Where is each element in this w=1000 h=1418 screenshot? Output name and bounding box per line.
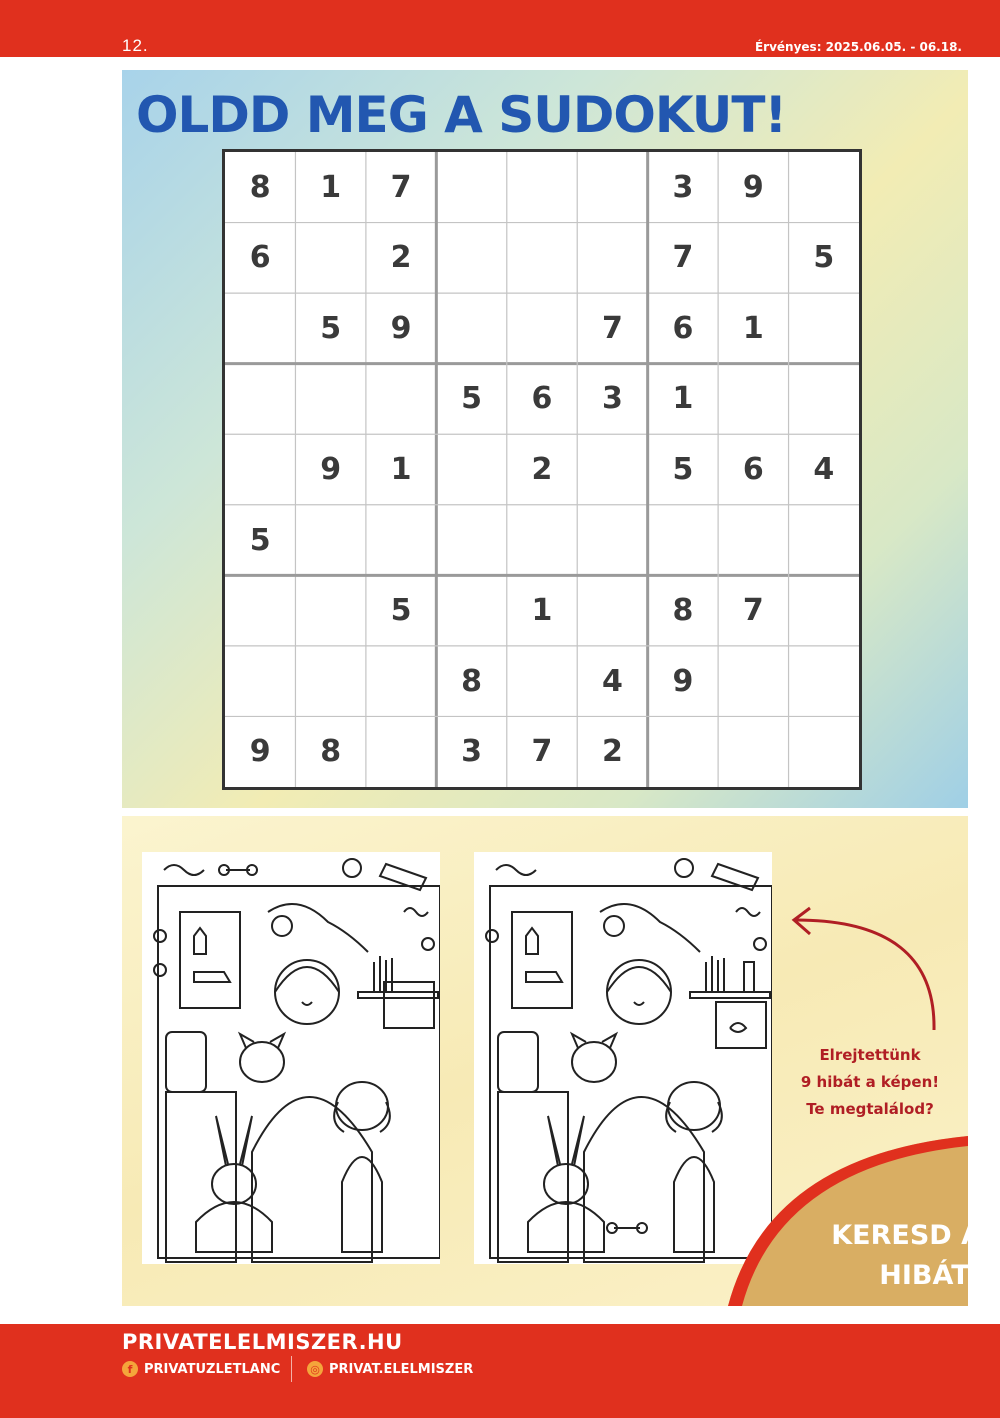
sudoku-cell[interactable]: 7: [531, 734, 553, 770]
facebook-link[interactable]: [122, 1361, 280, 1377]
sudoku-cell[interactable]: [507, 646, 577, 717]
sudoku-cell[interactable]: [718, 223, 788, 294]
vet-scene-left: [142, 852, 440, 1264]
sudoku-cell[interactable]: 5: [672, 451, 694, 487]
sudoku-cell[interactable]: 8: [461, 663, 482, 699]
sudoku-cell[interactable]: 2: [390, 240, 412, 276]
sudoku-cell[interactable]: 5: [320, 310, 342, 346]
sudoku-cell[interactable]: 1: [320, 169, 342, 205]
sudoku-cell[interactable]: 5: [813, 240, 835, 276]
sudoku-cell[interactable]: 5: [249, 522, 271, 558]
sudoku-cell[interactable]: [507, 152, 577, 223]
sudoku-cell[interactable]: [577, 505, 647, 576]
sudoku-cell[interactable]: [366, 505, 436, 576]
badge-line-2: HIBÁT!: [879, 1260, 982, 1291]
sudoku-cell[interactable]: [507, 505, 577, 576]
sudoku-cell[interactable]: [789, 716, 859, 787]
sudoku-grid-wrapper: [222, 149, 862, 790]
sudoku-cell[interactable]: 1: [531, 593, 553, 629]
sudoku-cell[interactable]: [577, 434, 647, 505]
sudoku-cell[interactable]: 8: [249, 169, 271, 205]
sudoku-cell[interactable]: 7: [742, 593, 764, 629]
sudoku-cell[interactable]: [436, 152, 506, 223]
sudoku-cell[interactable]: 3: [672, 169, 694, 205]
sudoku-cell[interactable]: 6: [672, 310, 694, 346]
sudoku-cell[interactable]: [436, 434, 506, 505]
sudoku-cell[interactable]: 6: [531, 381, 553, 417]
sudoku-cell[interactable]: [648, 716, 718, 787]
sudoku-cell[interactable]: [295, 575, 365, 646]
sudoku-cell[interactable]: [507, 293, 577, 364]
sudoku-cell[interactable]: 5: [461, 381, 482, 417]
sudoku-cell[interactable]: 7: [390, 169, 412, 205]
sudoku-cell[interactable]: [718, 505, 788, 576]
sudoku-cell[interactable]: [295, 646, 365, 717]
sudoku-cell[interactable]: 6: [249, 240, 271, 276]
sudoku-cell[interactable]: [436, 505, 506, 576]
sudoku-cell[interactable]: 9: [249, 734, 271, 770]
sudoku-cell[interactable]: [577, 575, 647, 646]
sudoku-cell[interactable]: 6: [742, 451, 764, 487]
sudoku-cell[interactable]: [577, 152, 647, 223]
sudoku-cell[interactable]: [789, 152, 859, 223]
sudoku-cell[interactable]: [225, 293, 295, 364]
sudoku-cell[interactable]: 3: [602, 381, 623, 417]
sudoku-cell[interactable]: 9: [742, 169, 764, 205]
website-link[interactable]: PRIVATELELMISZER.HU: [122, 1330, 403, 1354]
sudoku-cell[interactable]: [789, 575, 859, 646]
sudoku-cell[interactable]: [577, 223, 647, 294]
sudoku-cell[interactable]: 1: [672, 381, 694, 417]
badge-line-1: KERESD A: [831, 1220, 982, 1251]
sudoku-cell[interactable]: [295, 223, 365, 294]
sudoku-cell[interactable]: [225, 575, 295, 646]
validity-dates: Érvényes: 2025.06.05. - 06.18.: [754, 40, 962, 54]
vet-coloring-picture-original: [142, 852, 440, 1264]
sudoku-cell[interactable]: [718, 364, 788, 435]
sudoku-cell[interactable]: 9: [320, 451, 342, 487]
keresd-badge-text: [831, 1216, 982, 1296]
instagram-link[interactable]: [307, 1361, 473, 1377]
sudoku-cell[interactable]: 4: [602, 663, 623, 699]
curved-arrow-icon: [786, 900, 946, 1040]
instagram-icon: ◎: [307, 1361, 323, 1377]
sudoku-cell[interactable]: 9: [672, 663, 694, 699]
sudoku-title: OLDD MEG A SUDOKUT!: [136, 86, 787, 144]
sudoku-cell[interactable]: [436, 575, 506, 646]
sudoku-cell[interactable]: 7: [602, 310, 623, 346]
hint-line-3: Te megtalálod?: [806, 1100, 934, 1118]
sudoku-cell[interactable]: [225, 364, 295, 435]
sudoku-cell[interactable]: 5: [390, 593, 412, 629]
sudoku-cell[interactable]: 8: [672, 593, 694, 629]
sudoku-cell[interactable]: 3: [461, 734, 482, 770]
facebook-icon: f: [122, 1361, 138, 1377]
sudoku-cell[interactable]: 4: [813, 451, 835, 487]
sudoku-grid: [222, 149, 862, 790]
sudoku-cell[interactable]: 2: [602, 734, 623, 770]
sudoku-cell[interactable]: 1: [390, 451, 412, 487]
sudoku-cell[interactable]: [295, 364, 365, 435]
sudoku-cell[interactable]: [789, 293, 859, 364]
sudoku-cell[interactable]: [225, 434, 295, 505]
sudoku-cell[interactable]: [718, 716, 788, 787]
page-number: 12.: [122, 36, 149, 55]
sudoku-cell[interactable]: [789, 364, 859, 435]
instagram-handle: PRIVAT.ELELMISZER: [329, 1361, 474, 1377]
hint-line-2: 9 hibát a képen!: [800, 1073, 940, 1091]
sudoku-cell[interactable]: [366, 716, 436, 787]
sudoku-cell[interactable]: [507, 223, 577, 294]
sudoku-cell[interactable]: 8: [320, 734, 342, 770]
sudoku-cell[interactable]: [789, 505, 859, 576]
sudoku-cell[interactable]: [295, 505, 365, 576]
sudoku-cell[interactable]: 7: [672, 240, 694, 276]
sudoku-cell[interactable]: [718, 646, 788, 717]
sudoku-cell[interactable]: [225, 646, 295, 717]
hint-line-1: Elrejtettünk: [819, 1046, 921, 1064]
sudoku-cell[interactable]: [436, 293, 506, 364]
sudoku-cell[interactable]: [366, 364, 436, 435]
sudoku-cell[interactable]: 9: [390, 310, 412, 346]
spot-difference-hint: [780, 1042, 960, 1123]
sudoku-cell[interactable]: [789, 646, 859, 717]
sudoku-cell[interactable]: [366, 646, 436, 717]
sudoku-cell[interactable]: 2: [531, 451, 553, 487]
sudoku-cell[interactable]: 1: [742, 310, 764, 346]
footer-divider: [291, 1356, 292, 1382]
sudoku-cell[interactable]: [648, 505, 718, 576]
facebook-handle: PRIVATUZLETLANC: [144, 1361, 281, 1377]
sudoku-cell[interactable]: [436, 223, 506, 294]
